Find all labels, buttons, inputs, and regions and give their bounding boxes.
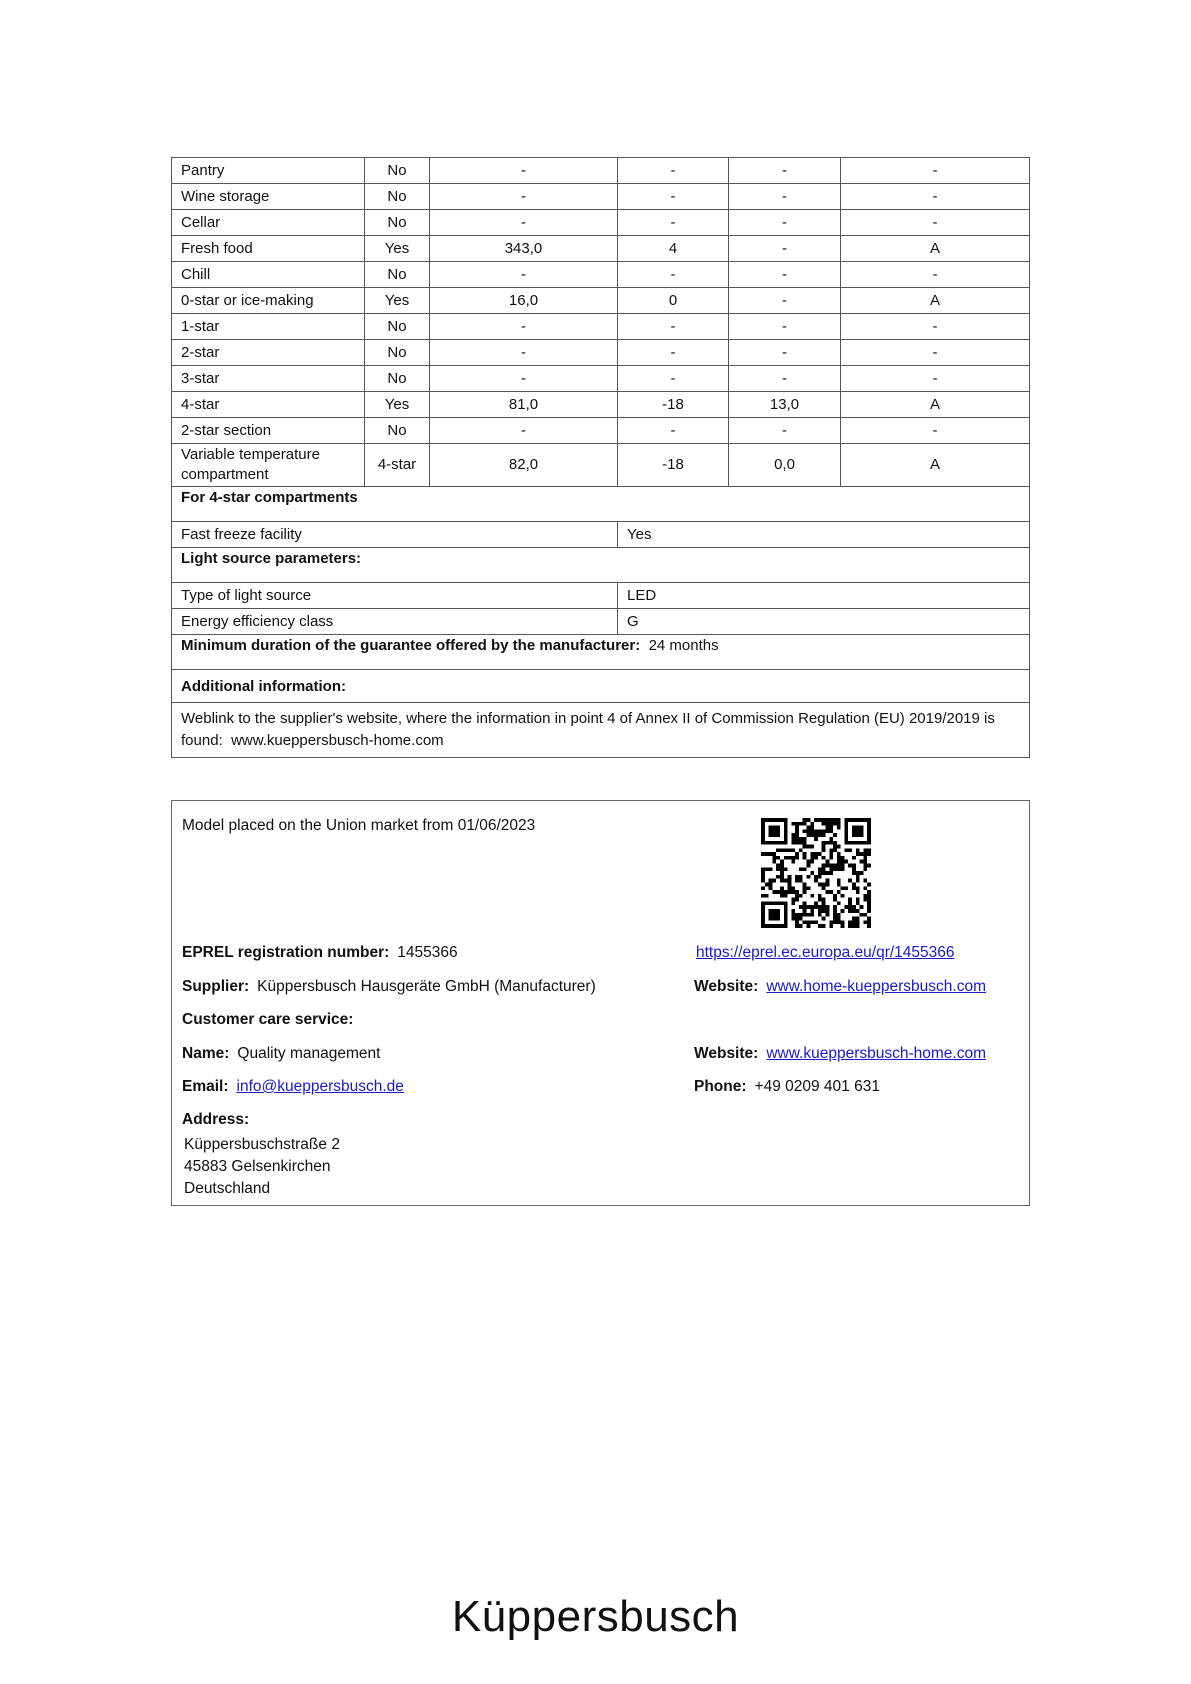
cell-volume: - — [430, 158, 618, 184]
cell-freeze: - — [729, 340, 841, 366]
cell-volume: 82,0 — [430, 444, 618, 487]
compartment-row — [172, 314, 1030, 340]
cell-class: - — [841, 340, 1030, 366]
cell-freeze: 0,0 — [729, 444, 841, 487]
phone-value: +49 0209 401 631 — [754, 1078, 880, 1095]
cell-freeze: - — [729, 262, 841, 288]
compartment-row — [172, 210, 1030, 236]
cell-present: No — [365, 262, 430, 288]
cell-class: A — [841, 444, 1030, 487]
name-label: Name: — [182, 1045, 230, 1062]
cell-freeze: - — [729, 210, 841, 236]
website-link-2[interactable]: www.kueppersbusch-home.com — [766, 1045, 986, 1062]
cell-present: No — [365, 158, 430, 184]
cell-freeze: - — [729, 418, 841, 444]
cell-name: Fresh food — [172, 236, 365, 262]
cell-class: - — [841, 262, 1030, 288]
cell-temp: - — [618, 158, 729, 184]
cell-freeze: - — [729, 236, 841, 262]
website-label: Website: — [694, 978, 759, 995]
compartment-row — [172, 392, 1030, 418]
light-class-value: G — [618, 609, 1030, 635]
additional-heading: Additional information: — [172, 670, 1030, 703]
cell-freeze: - — [729, 314, 841, 340]
light-type-label: Type of light source — [172, 583, 618, 609]
compartment-row — [172, 236, 1030, 262]
cell-present: 4-star — [365, 444, 430, 487]
address-label: Address: — [182, 1111, 250, 1128]
cell-present: No — [365, 366, 430, 392]
address-block — [184, 1134, 340, 1200]
care-label: Customer care service: — [182, 1011, 354, 1028]
cell-volume: - — [430, 210, 618, 236]
phone-label: Phone: — [694, 1078, 747, 1095]
cell-temp: -18 — [618, 392, 729, 418]
cell-name: Pantry — [172, 158, 365, 184]
compartment-table — [171, 157, 1030, 758]
guarantee-value: 24 months — [648, 637, 719, 654]
compartment-row — [172, 184, 1030, 210]
cell-present: No — [365, 210, 430, 236]
compartment-row — [172, 366, 1030, 392]
cell-name: 3-star — [172, 366, 365, 392]
cell-present: No — [365, 340, 430, 366]
light-heading: Light source parameters: — [172, 548, 1030, 583]
cell-volume: - — [430, 366, 618, 392]
website-label-2: Website: — [694, 1045, 759, 1062]
cell-temp: - — [618, 262, 729, 288]
eprel-value: 1455366 — [397, 944, 458, 961]
cell-temp: 4 — [618, 236, 729, 262]
qr-code[interactable] — [761, 818, 871, 928]
cell-freeze: - — [729, 366, 841, 392]
cell-class: A — [841, 392, 1030, 418]
cell-name: 0-star or ice-making — [172, 288, 365, 314]
cell-temp: - — [618, 340, 729, 366]
cell-temp: 0 — [618, 288, 729, 314]
cell-class: A — [841, 288, 1030, 314]
cell-present: No — [365, 418, 430, 444]
cell-freeze: - — [729, 184, 841, 210]
eprel-label: EPREL registration number: — [182, 944, 390, 961]
cell-volume: - — [430, 340, 618, 366]
market-date: Model placed on the Union market from 01/06/2023 — [182, 817, 536, 834]
cell-temp: - — [618, 418, 729, 444]
address-line: Küppersbuschstraße 2 — [184, 1136, 340, 1153]
cell-volume: - — [430, 314, 618, 340]
cell-volume: - — [430, 262, 618, 288]
cell-class: - — [841, 366, 1030, 392]
name-value: Quality management — [237, 1045, 381, 1062]
cell-present: Yes — [365, 236, 430, 262]
guarantee-label: Minimum duration of the guarantee offered by the manufacturer: — [181, 637, 641, 654]
cell-volume: 81,0 — [430, 392, 618, 418]
weblink-url[interactable]: www.kueppersbusch-home.com — [231, 732, 444, 749]
email-link[interactable]: info@kueppersbusch.de — [236, 1078, 404, 1095]
cell-temp: -18 — [618, 444, 729, 487]
compartment-row — [172, 158, 1030, 184]
brand-logo: Küppersbusch — [451, 1592, 740, 1641]
cell-temp: - — [618, 184, 729, 210]
cell-name: 4-star — [172, 392, 365, 418]
cell-name: Variable temperature compartment — [172, 444, 365, 487]
weblink-row — [172, 703, 1030, 758]
cell-name: Wine storage — [172, 184, 365, 210]
cell-name: Chill — [172, 262, 365, 288]
cell-freeze: 13,0 — [729, 392, 841, 418]
compartment-row — [172, 418, 1030, 444]
cell-class: - — [841, 158, 1030, 184]
cell-class: A — [841, 236, 1030, 262]
cell-temp: - — [618, 210, 729, 236]
cell-name: Cellar — [172, 210, 365, 236]
cell-present: No — [365, 314, 430, 340]
address-line: 45883 Gelsenkirchen — [184, 1158, 331, 1175]
fast-freeze-value: Yes — [618, 522, 1030, 548]
website-link-1[interactable]: www.home-kueppersbusch.com — [766, 978, 986, 995]
product-info-box — [171, 800, 1030, 1206]
cell-volume: 343,0 — [430, 236, 618, 262]
cell-name: 2-star section — [172, 418, 365, 444]
cell-present: Yes — [365, 392, 430, 418]
address-line: Deutschland — [184, 1180, 271, 1197]
eprel-link[interactable]: https://eprel.ec.europa.eu/qr/1455366 — [696, 944, 955, 961]
fast-freeze-label: Fast freeze facility — [172, 522, 618, 548]
compartment-row — [172, 340, 1030, 366]
cell-temp: - — [618, 366, 729, 392]
cell-name: 1-star — [172, 314, 365, 340]
light-class-label: Energy efficiency class — [172, 609, 618, 635]
compartment-row — [172, 288, 1030, 314]
cell-temp: - — [618, 314, 729, 340]
supplier-value: Küppersbusch Hausgeräte GmbH (Manufacturer) — [257, 978, 596, 995]
cell-volume: - — [430, 418, 618, 444]
cell-class: - — [841, 184, 1030, 210]
cell-volume: 16,0 — [430, 288, 618, 314]
weblink-text: Weblink to the supplier's website, where the information in point 4 of Annex II of Commission Regulation (EU) 2019/2019 is found: — [181, 710, 995, 749]
guarantee-row — [172, 635, 1030, 670]
cell-class: - — [841, 314, 1030, 340]
compartment-row — [172, 444, 1030, 487]
light-type-value: LED — [618, 583, 1030, 609]
cell-volume: - — [430, 184, 618, 210]
cell-name: 2-star — [172, 340, 365, 366]
cell-present: Yes — [365, 288, 430, 314]
cell-present: No — [365, 184, 430, 210]
cell-class: - — [841, 418, 1030, 444]
cell-class: - — [841, 210, 1030, 236]
email-label: Email: — [182, 1078, 229, 1095]
compartment-row — [172, 262, 1030, 288]
cell-freeze: - — [729, 288, 841, 314]
four-star-heading: For 4-star compartments — [172, 487, 1030, 522]
supplier-label: Supplier: — [182, 978, 250, 995]
cell-freeze: - — [729, 158, 841, 184]
